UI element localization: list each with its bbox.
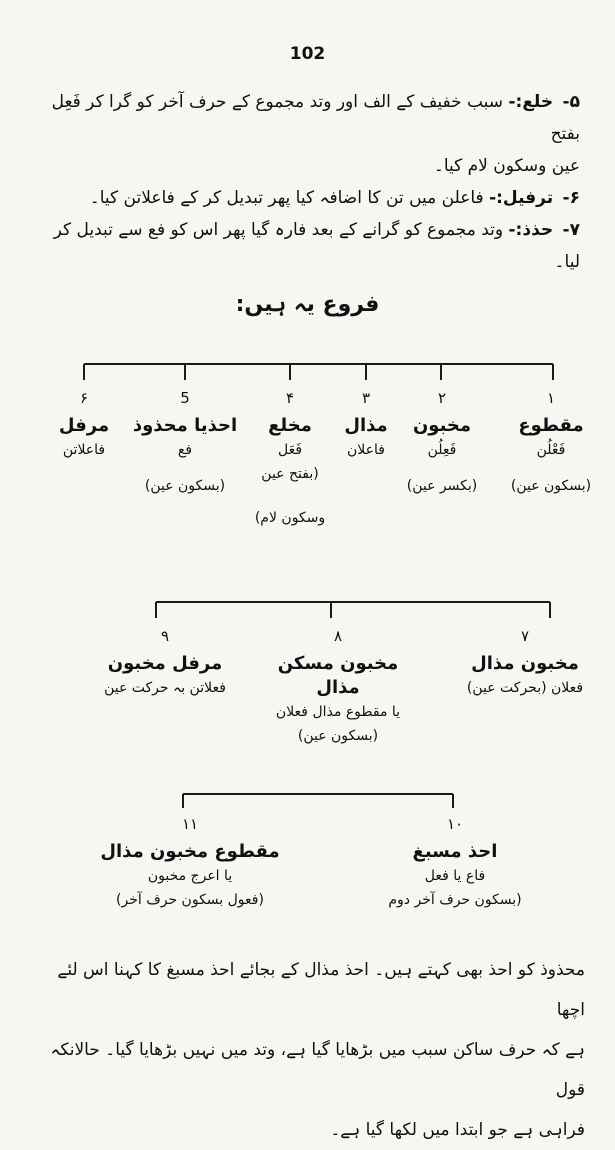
branch-title: احذیا محذوذ (132, 415, 238, 436)
branch-meter: فَعَل (277, 442, 303, 458)
branch-meter: فَعْلُن (536, 442, 566, 458)
branch-title: مرفل (58, 415, 110, 436)
footer-line: فراہی ہے جو ابتدا میں لکھا گیا ہے۔ (330, 1120, 585, 1140)
branch-node-5 (130, 386, 240, 498)
branch-meter: فعلان (بحرکت عین) (466, 680, 584, 696)
branch-title: مخبون (412, 415, 472, 436)
branch-note: (بکسر عین) (406, 478, 478, 494)
branch-title: مقطوع (518, 415, 584, 436)
section-heading: فروع یہ ہیں: (235, 292, 380, 317)
footer-paragraph (30, 950, 585, 1150)
branch-number: ۲ (437, 389, 447, 407)
branch-meter: یا اعرج مخبون (147, 868, 233, 884)
definition-term: حذذ:- (508, 220, 554, 240)
definition-text: وتد مجموع کو گرانے کے بعد فارہ گیا پھر اس کو فع سے تبدیل کر لیا۔ (53, 220, 580, 272)
branch-number: ۶ (79, 389, 89, 407)
branch-title: مخبون مسکن مذال (277, 653, 399, 698)
branch-meter: فاع یا فعل (424, 868, 486, 884)
branch-note: (بفتح عین (261, 466, 319, 482)
branch-number: ۷ (520, 627, 530, 645)
page-number: 102 (289, 44, 326, 64)
definition-number: ۷- (562, 220, 580, 240)
branch-number: ۸ (333, 627, 343, 645)
branch-meter: فاعلان (347, 442, 385, 458)
footer-line: محذوذ کو احذ بھی کہتے ہیں۔ احذ مذال کے بجائے احذ مسبغ کا کہنا اس لئے اچھا (57, 960, 585, 1020)
branch-title: مرفل مخبون (107, 653, 223, 674)
branch-node-2 (392, 386, 492, 498)
branch-meter: فعلاتن بہ حرکت عین (104, 680, 226, 696)
definition-text: فاعلن میں تن کا اضافہ کیا پھر تبدیل کر کے فاعلاتن کیا۔ (89, 188, 484, 208)
branch-node-8 (258, 624, 418, 748)
branch-node-1 (503, 386, 599, 498)
branch-number: ۳ (361, 389, 371, 407)
definition-number: ۵- (562, 92, 580, 112)
branch-note: (بسکون حرف آخر دوم (388, 892, 522, 908)
branch-title: احذ مسبغ (412, 841, 498, 862)
branch-node-9 (80, 624, 250, 700)
branch-note: (بسکون عین) (144, 478, 226, 494)
definition-continuation: عین وسکون لام کیا۔ (433, 156, 580, 176)
branch-number: ۱۱ (181, 815, 199, 833)
branch-number: ۹ (160, 627, 170, 645)
branch-title: مخلع (268, 415, 312, 436)
footer-line: ہے کہ حرف ساکن سبب میں بڑھایا گیا ہے، وتد میں نہیں بڑھایا گیا۔ حالانکہ قول (50, 1040, 585, 1100)
branch-number: ۴ (285, 389, 295, 407)
branch-note: (فعول بسکون حرف آخر) (116, 892, 264, 908)
definition-term: ترفیل:- (489, 188, 554, 208)
branch-note: (بسکون عین) (510, 478, 592, 494)
branch-meter: فاعلاتن (62, 442, 106, 458)
branch-node-11 (100, 812, 280, 912)
branch-number: 5 (180, 389, 190, 407)
definition-term: خلع:- (508, 92, 554, 112)
branch-title: مخبون مذال (471, 653, 579, 674)
branch-node-10 (370, 812, 540, 912)
definition-number: ۶- (562, 188, 580, 208)
branch-note: (بسکون عین) (297, 728, 379, 744)
branch-number: ۱۰ (446, 815, 464, 833)
branch-node-6 (40, 386, 128, 462)
branch-meter: فَعِلُن (427, 442, 457, 458)
branch-title: مذال (344, 415, 388, 436)
branch-meter: فع (177, 442, 193, 458)
branch-node-7 (445, 624, 605, 700)
branch-meter: یا مقطوع مذال فعلان (275, 704, 401, 720)
definition-text: سبب خفیف کے الف اور وتد مجموع کے حرف آخر کو گرا کر فَعِل بفتح (51, 92, 580, 144)
branch-node-4 (232, 386, 348, 530)
branch-number: ۱ (546, 389, 556, 407)
branch-note-continued: وسکون لام) (254, 510, 326, 526)
branch-title: مقطوع مخبون مذال (100, 841, 280, 862)
